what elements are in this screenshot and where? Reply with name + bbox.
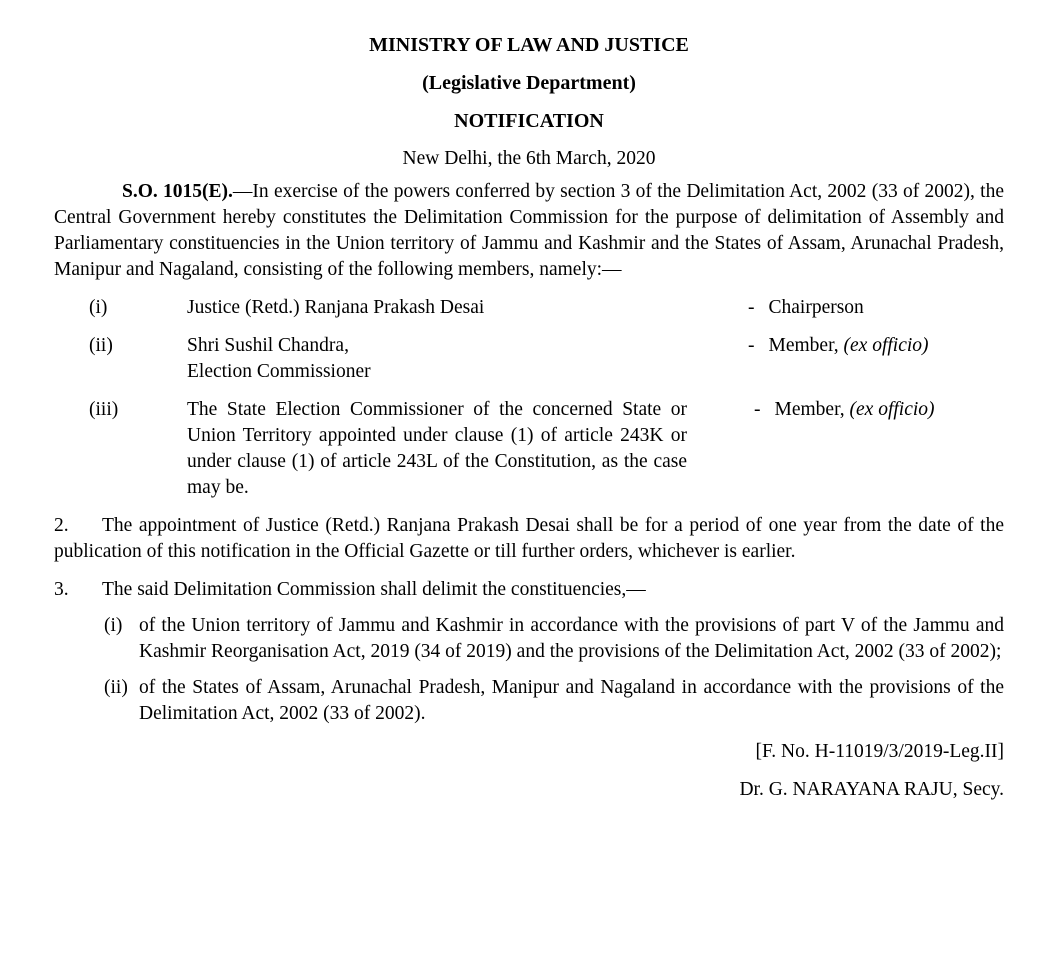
list-item-text: of the States of Assam, Arunachal Pradesh, Manipur and Nagaland in accordance with the provisions of the Delimitation Act, 2002 (33 of 2002). [139,677,1004,724]
constituency-list [54,613,1004,727]
department-heading: (Legislative Department) [422,72,636,94]
member-number: (ii) [89,335,113,356]
role-text: Member, [768,335,844,356]
ministry-heading: MINISTRY OF LAW AND JUSTICE [369,34,689,56]
list-item [54,613,1004,665]
paragraph-text: The appointment of Justice (Retd.) Ranjana Prakash Desai shall be for a period of one year from the date of the publication of this notification in the Official Gazette or till further orders, whichever is earlier. [54,515,1004,562]
member-role [748,295,864,321]
signatory: Dr. G. NARAYANA RAJU, Secy. [739,779,1004,800]
paragraph-2 [54,513,1004,565]
role-ex-officio: (ex officio) [843,335,929,356]
paragraph-3 [54,577,1004,603]
intro-text: —In exercise of the powers conferred by section 3 of the Delimitation Act, 2002 (33 of 2002), the Central Government hereby constitutes the Delimitation Commission for the purpose of delimitation of Assembly and Parliamentary constituencies in the Union territory of Jammu and Kashmir and the States of Assam, Arunachal Pradesh, Manipur and Nagaland, consisting of the following members, namely:— [54,181,1004,280]
notification-heading: NOTIFICATION [454,110,604,132]
member-line: The State Election Commissioner of the concerned State or Union Territory appointed under clause (1) of article 243K or under clause (1) of article 243L of the Constitution, as the case may be. [187,399,687,498]
role-text: Member, [774,399,850,420]
date-line: New Delhi, the 6th March, 2020 [402,148,656,169]
member-description [187,295,687,321]
role-dash: - [754,399,761,420]
list-item-number: (ii) [104,677,128,698]
list-item [54,675,1004,727]
member-row [54,333,1004,385]
member-line: Shri Sushil Chandra, [187,335,349,356]
file-number: [F. No. H-11019/3/2019-Leg.II] [755,741,1004,762]
member-description [187,397,687,501]
role-dash: - [748,297,755,318]
paragraph-number: 3. [54,579,69,600]
member-line: Justice (Retd.) Ranjana Prakash Desai [187,297,485,318]
role-dash: - [748,335,755,356]
member-role [754,397,935,423]
member-row [54,397,1004,501]
paragraph-text: The said Delimitation Commission shall delimit the constituencies,— [102,579,646,600]
list-item-text: of the Union territory of Jammu and Kashmir in accordance with the provisions of part V of the Jammu and Kashmir Reorganisation Act, 2019 (34 of 2019) and the provisions of the Delimitation Act, 2002 (33 of 2002); [139,615,1004,662]
paragraph-number: 2. [54,515,69,536]
so-number: S.O. 1015(E). [122,181,233,202]
gazette-notification [54,30,1004,803]
member-number: (i) [89,297,108,318]
member-description [187,333,687,385]
role-ex-officio: (ex officio) [849,399,935,420]
role-text: Chairperson [768,297,864,318]
intro-paragraph [54,179,1004,283]
members-list [54,295,1004,501]
list-item-number: (i) [104,615,123,636]
member-number: (iii) [89,399,119,420]
member-line: Election Commissioner [187,361,371,382]
member-row [54,295,1004,321]
member-role [748,333,929,359]
